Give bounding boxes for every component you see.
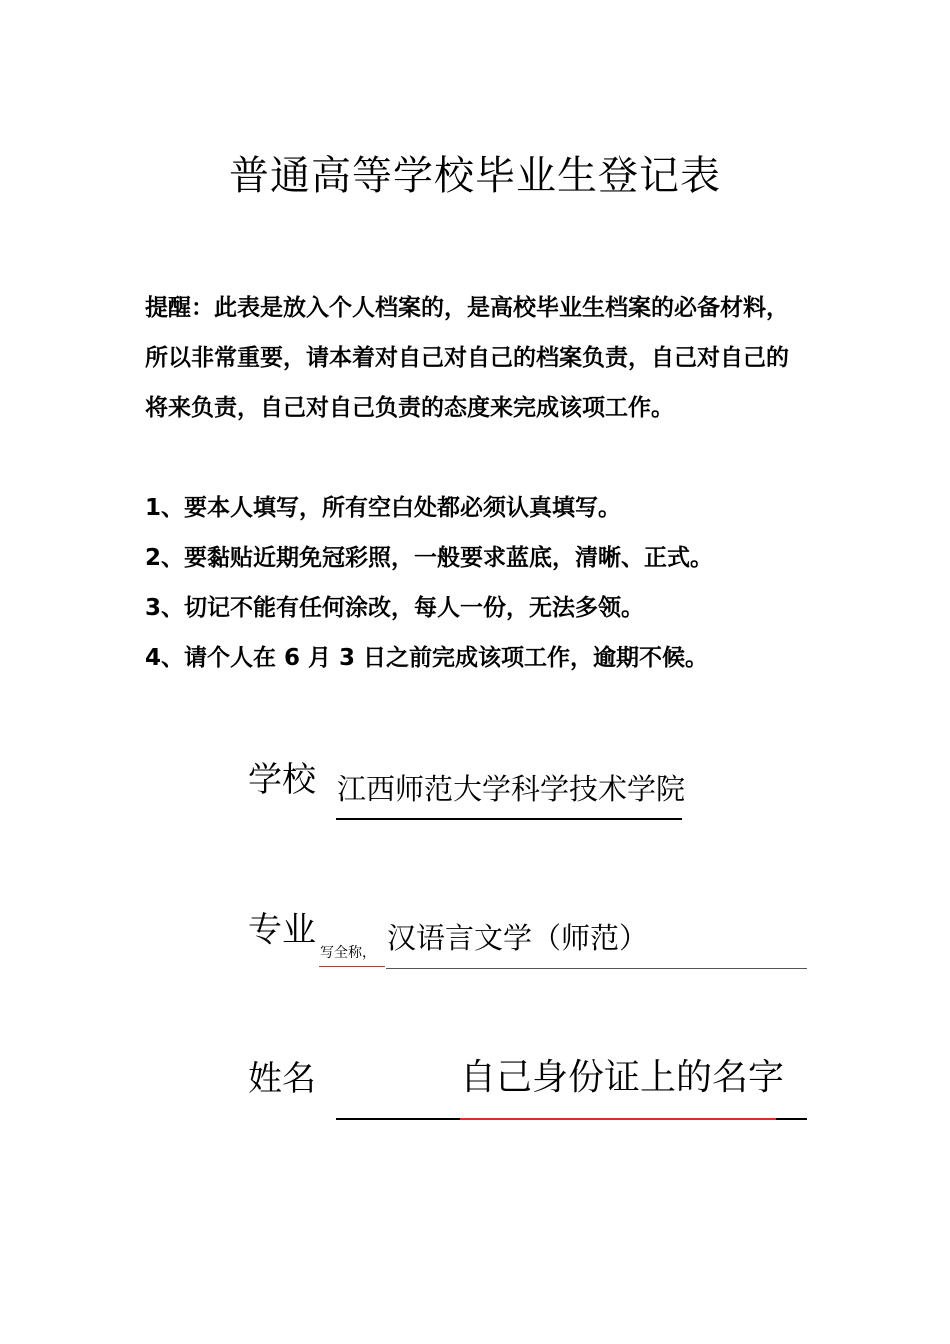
rules-list	[145, 483, 810, 683]
rule-item: 4、请个人在 6 月 3 日之前完成该项工作，逾期不候。	[145, 645, 709, 671]
notice-text: 提醒：此表是放入个人档案的，是高校毕业生档案的必备材料，所以非常重要，请本着对自己对自己的档案负责，自己对自己的将来负责，自己对自己负责的态度来完成该项工作。	[145, 295, 789, 421]
major-hint-underline	[319, 966, 385, 967]
rule-item: 3、切记不能有任何涂改，每人一份，无法多领。	[145, 595, 645, 621]
name-underline-red	[460, 1118, 776, 1120]
major-underline	[386, 968, 807, 969]
name-value[interactable]: 自己身份证上的名字	[460, 1057, 785, 1098]
major-hint: 写全称，	[320, 945, 376, 961]
rule-item: 2、要黏贴近期免冠彩照，一般要求蓝底，清晰、正式。	[145, 545, 714, 571]
school-label: 学校	[248, 760, 316, 800]
name-label: 姓名	[248, 1059, 316, 1099]
school-value[interactable]: 江西师范大学科学技术学院	[337, 772, 686, 806]
major-label: 专业	[248, 910, 316, 950]
rule-item: 1、要本人填写，所有空白处都必须认真填写。	[145, 495, 622, 521]
notice-paragraph	[145, 283, 810, 433]
school-underline	[336, 818, 682, 820]
name-underline-left	[336, 1118, 460, 1120]
page-title: 普通高等学校毕业生登记表	[229, 153, 721, 199]
name-underline-right	[776, 1118, 807, 1120]
major-value[interactable]: 汉语言文学（师范）	[387, 921, 649, 955]
